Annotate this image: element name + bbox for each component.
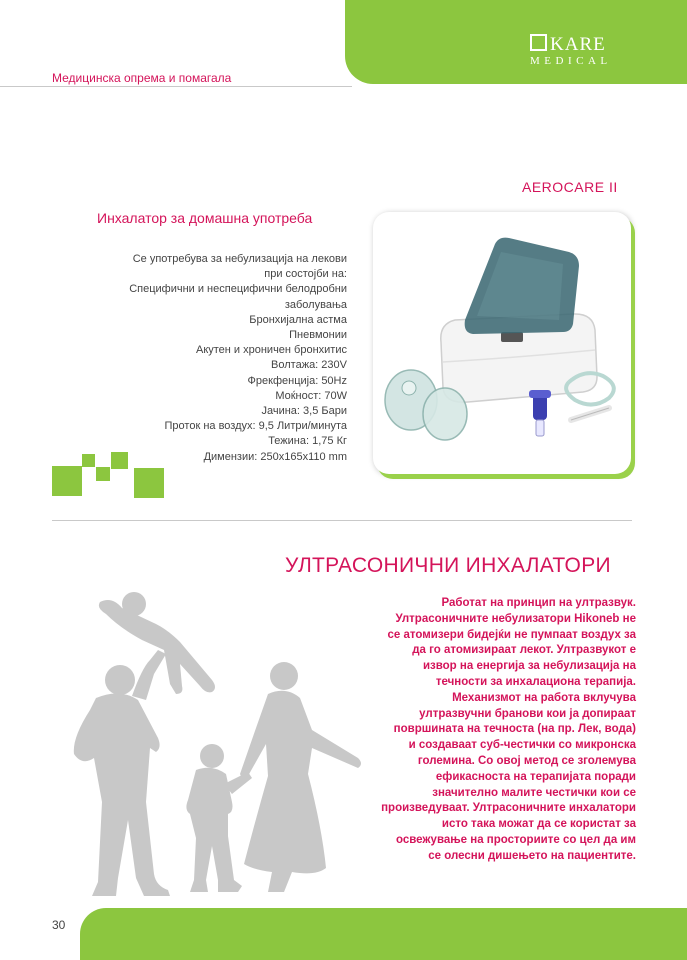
- description-line: Работат на принцип на ултразвук.: [441, 597, 636, 609]
- spec-line: при состојби на:: [264, 268, 347, 281]
- display-panel-icon: [501, 332, 523, 342]
- spec-line: Тежина: 1,75 Кг: [268, 435, 347, 448]
- spec-line: Моќност: 70W: [275, 389, 347, 402]
- description-line: извор на енергија за небулизација на: [422, 660, 636, 673]
- product-heading: Инхалатор за домашна употреба: [97, 210, 313, 226]
- description-line: ефикасноста на терапијата поради: [435, 770, 636, 783]
- description-line: исто така можат да се користат за: [441, 818, 636, 831]
- description-line: течности за инхалациона терапија.: [435, 675, 636, 688]
- description-line: се олесни дишењето на пациентите.: [428, 849, 636, 862]
- logo-square-icon: [530, 34, 547, 51]
- section-description: [330, 596, 636, 865]
- logo-sub-text: MEDICAL: [530, 55, 612, 67]
- category-title: Медицинска опрема и помагала: [52, 71, 232, 85]
- spec-line: Се употребува за небулизација на лекови: [132, 253, 347, 265]
- spec-line: Фрекфенција: 50Hz: [247, 374, 347, 387]
- logo-main-text: KARE: [550, 34, 606, 55]
- page-number: 30: [52, 918, 66, 932]
- description-line: ултразвучни бранови кои ја допираат: [419, 707, 636, 720]
- spec-line: заболувања: [284, 298, 347, 311]
- spec-line: Димензии: 250x165x110 mm: [203, 450, 347, 463]
- description-line: Механизмот на работа вклучува: [452, 691, 636, 704]
- header-green-tab: [345, 0, 687, 84]
- product-specs: [60, 252, 347, 465]
- family-silhouette-image: [72, 588, 362, 898]
- spec-line: Специфични и неспецифични белодробни: [129, 283, 347, 296]
- description-line: се атомизери бидејќи не пумпаат воздух за: [387, 628, 636, 641]
- spec-line: Јачина: 3,5 Бари: [261, 405, 347, 418]
- spec-line: Волтажа: 230V: [271, 359, 347, 372]
- description-line: да го атомизираат лекот. Ултразвукот е: [412, 644, 636, 657]
- description-line: освежување на просториите со цел да им: [395, 833, 636, 846]
- nebulizer-image: [373, 212, 631, 474]
- header-divider: [0, 86, 352, 87]
- description-line: површината на течноста (на пр. Лек, вода): [393, 723, 636, 736]
- section-divider: [52, 520, 632, 521]
- spec-line: Проток на воздух: 9,5 Литри/минута: [164, 420, 347, 433]
- product-name: AEROCARE II: [522, 179, 618, 195]
- description-line: значително малите честички кои се: [432, 786, 636, 799]
- spec-line: Акутен и хроничен бронхитис: [195, 344, 347, 357]
- spec-line: Бронхијална астма: [249, 313, 347, 326]
- description-line: и создаваат суб-честички со микронска: [408, 739, 636, 752]
- section-heading: УЛТРАСОНИЧНИ ИНХАЛАТОРИ: [285, 554, 611, 577]
- description-line: Ултрасоничните небулизатори Hikoneb не: [395, 612, 636, 625]
- description-line: произведуваат. Ултрасоничните инхалатори: [381, 802, 636, 815]
- spec-line: Пневмонии: [289, 329, 347, 342]
- product-photo: [373, 212, 631, 474]
- description-line: големина. Со овој метод се зголемува: [417, 754, 636, 767]
- footer-green-band: [80, 908, 687, 960]
- kare-medical-logo: [530, 34, 612, 67]
